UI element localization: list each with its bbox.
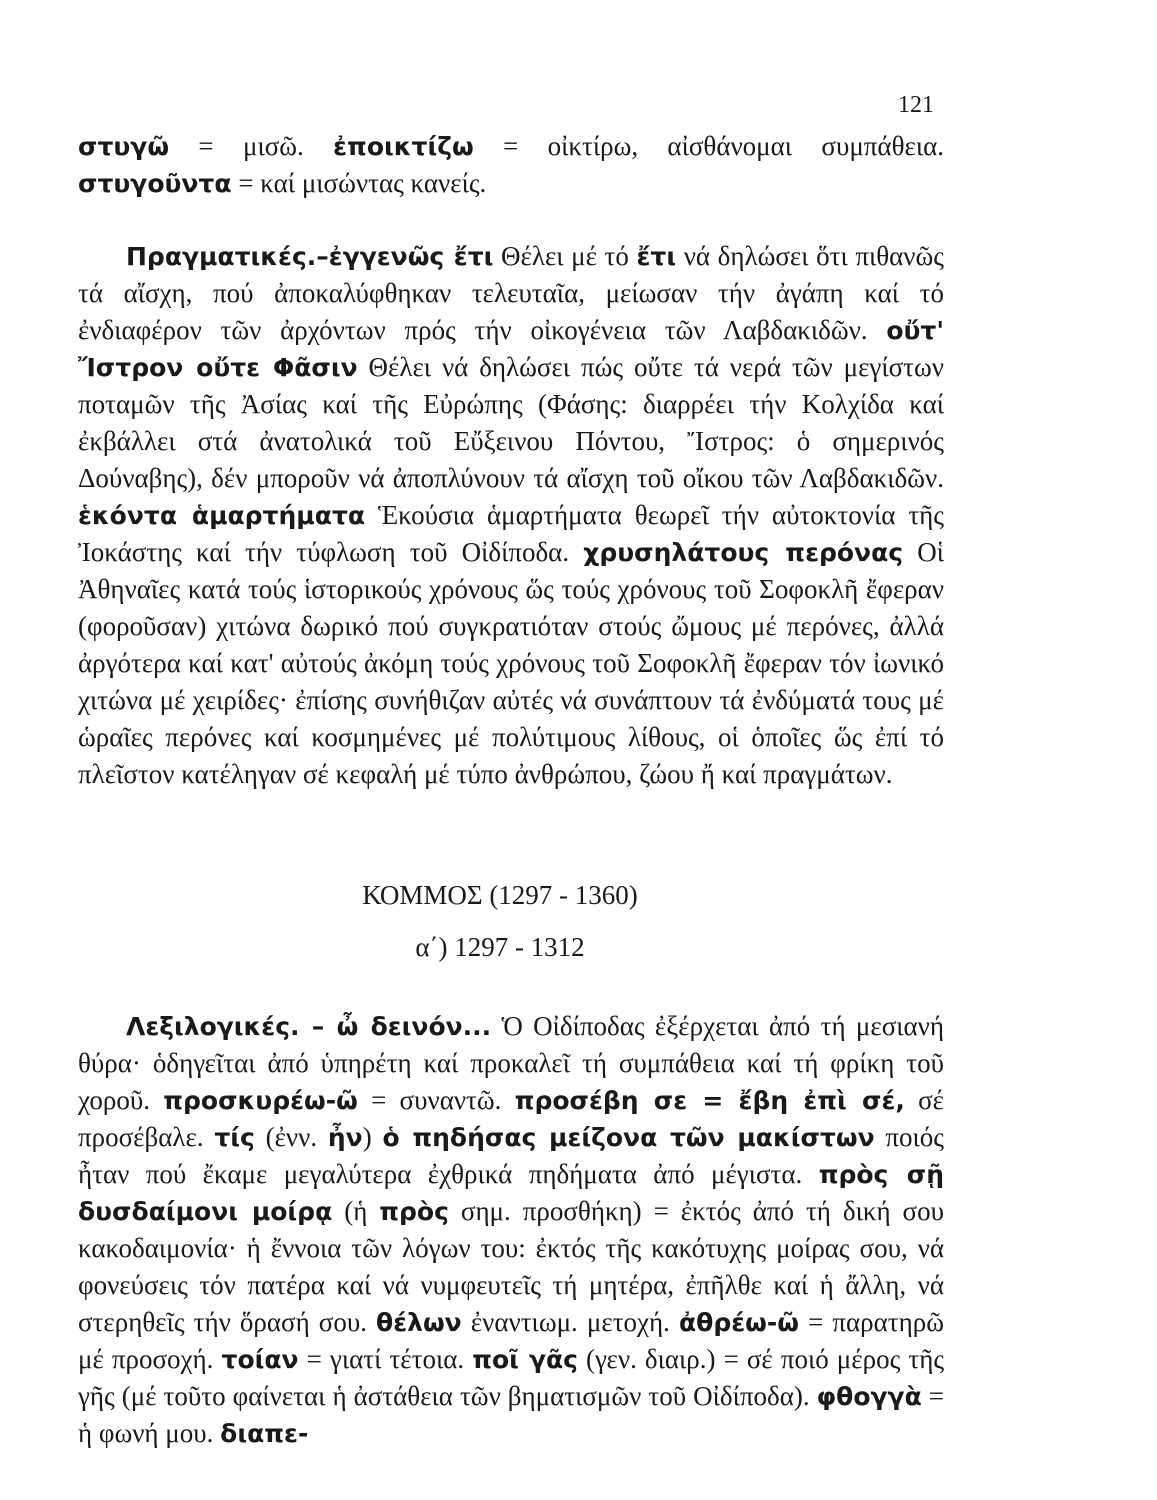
subsection-heading: α΄) 1297 - 1312 bbox=[415, 932, 585, 962]
gloss-text: ) bbox=[362, 1122, 383, 1152]
paragraph-glossary-1 bbox=[78, 128, 944, 202]
lemma-term: πρὸς σῇ δυσδαίμονι μοίρᾳ bbox=[78, 1160, 944, 1226]
gloss-text: (γεν. διαιρ.) = σέ ποιό μέρος τῆς γῆς (μέ τοῦτο φαίνεται ἡ ἀστάθεια τῶν βηματισμῶν τοῦ Οἰδίποδα). bbox=[78, 1344, 945, 1411]
lemma-term: τίς bbox=[214, 1123, 255, 1152]
gloss-text: (ἐνν. bbox=[254, 1122, 328, 1152]
lemma-term: προσκυρέω-ῶ bbox=[163, 1086, 358, 1115]
lemma-term: ἑκόντα ἁμαρτήματα bbox=[78, 501, 366, 530]
gloss-text: = συναντῶ. bbox=[357, 1085, 515, 1115]
lemma-term: φθογγὰ bbox=[816, 1382, 922, 1411]
lemma-term: τοίαν bbox=[221, 1345, 299, 1374]
page-number: 121 bbox=[898, 92, 934, 118]
lemma-term: οὔτ' Ἴστρον οὔτε Φᾶσιν bbox=[78, 316, 944, 382]
lemma-term: ἔτι bbox=[636, 242, 677, 271]
gloss-text: = καί μισώντας κανείς. bbox=[231, 168, 487, 198]
lemma-term: χρυσηλάτους περόνας bbox=[583, 538, 904, 567]
gloss-text: ποιός ἦταν πού ἔκαμε μεγαλύτερα ἐχθρικά πηδήματα ἀπό μέγιστα. bbox=[78, 1122, 945, 1189]
gloss-text: = ἡ φωνή μου. bbox=[78, 1381, 944, 1448]
gloss-text: Ὁ Οἰδίποδας ἐξέρχεται ἀπό τή μεσιανή θύρα· ὁδηγεῖται ἀπό ὑπηρέτη καί προκαλεῖ τή συμπάθεια καί τή φρίκη τοῦ χοροῦ. bbox=[78, 1011, 945, 1115]
paragraph-pragmatikes bbox=[78, 238, 944, 793]
lemma-term: ἦν bbox=[327, 1123, 363, 1152]
section-heading-kommos: ΚΟΜΜΟΣ (1297 - 1360) bbox=[362, 880, 638, 910]
gloss-text: σέ προσέβαλε. bbox=[78, 1085, 944, 1152]
lemma-term: στυγῶ bbox=[78, 132, 170, 161]
gloss-text: ἐναντιωμ. μετοχή. bbox=[461, 1307, 679, 1337]
gloss-text: σημ. προσθήκη) = ἐκτός ἀπό τή δική σου κακοδαιμονία· ἡ ἔννοια τῶν λόγων του: ἐκτός τῆς κακότυχης μοίρας σου, νά φονεύσεις τόν πατέρα καί νά νυμφευτεῖς τή μητέρα, ἐπῆλθε καί ἡ ἄλλη, νά στερηθεῖς τήν ὅρασή σου. bbox=[78, 1196, 944, 1337]
gloss-text: = παρατηρῶ μέ προσοχή. bbox=[78, 1307, 945, 1374]
lemma-term: ἀθρέω-ῶ bbox=[679, 1308, 799, 1337]
lemma-term: ἐποικτίζω bbox=[333, 132, 474, 161]
gloss-text: = γιατί τέτοια. bbox=[298, 1344, 473, 1374]
gloss-text: Θέλει μέ τό bbox=[493, 241, 637, 271]
lemma-term: διαπε- bbox=[220, 1419, 309, 1448]
lemma-term: Πραγματικές.–ἐγγενῶς ἔτι bbox=[126, 242, 494, 271]
lemma-term: ὁ πηδήσας μείζονα τῶν μακίστων bbox=[382, 1123, 875, 1152]
paragraph-lexilogikes bbox=[78, 1008, 944, 1452]
lemma-term: Λεξιλογικές. – ὦ δεινόν... bbox=[126, 1012, 492, 1041]
gloss-text: (ἡ bbox=[332, 1196, 380, 1226]
lemma-term: θέλων bbox=[376, 1308, 462, 1337]
gloss-text: = οἰκτίρω, αἰσθάνομαι συμπάθεια. bbox=[473, 131, 945, 161]
lemma-term: πρὸς bbox=[379, 1197, 449, 1226]
gloss-text: Θέλει νά δηλώσει πώς οὔτε τά νερά τῶν μεγίστων ποταμῶν τῆς Ἀσίας καί τῆς Εὐρώπης (Φάσης: διαρρέει τήν Κολχίδα καί ἐκβάλλει στά ἀνατολικά τοῦ Εὔξεινου Πόντου, Ἴστρος: ὁ σημερινός Δούναβης), δέν μποροῦν νά ἀποπλύνουν τά αἴσχη τοῦ οἴκου τῶν Λαβδακιδῶν. bbox=[78, 352, 944, 493]
lemma-term: προσέβη σε = ἔβη ἐπὶ σέ, bbox=[514, 1086, 905, 1115]
gloss-text: Ἑκούσια ἁμαρτήματα θεωρεῖ τήν αὐτοκτονία τῆς Ἰοκάστης καί τήν τύφλωση τοῦ Οἰδίποδα. bbox=[78, 500, 944, 567]
lemma-term: στυγοῦντα bbox=[78, 169, 232, 198]
gloss-text: νά δηλώσει ὅτι πιθανῶς τά αἴσχη, πού ἀποκαλύφθηκαν τελευταῖα, μείωσαν τήν ἀγάπη καί τό ἐνδιαφέρον τῶν ἀρχόντων πρός τήν οἰκογένεια τῶν Λαβδακιδῶν. bbox=[78, 241, 944, 345]
gloss-text: = μισῶ. bbox=[169, 131, 334, 161]
lemma-term: ποῖ γᾶς bbox=[472, 1345, 578, 1374]
gloss-text: Οἱ Ἀθηναῖες κατά τούς ἱστορικούς χρόνους ὥς τούς χρόνους τοῦ Σοφοκλῆ ἔφεραν (φοροῦσαν) χιτώνα δωρικό πού συγκρατιόταν στούς ὤμους μέ περόνες, ἀλλά ἀργότερα καί κατ' αὐτούς ἀκόμη τούς χρόνους τοῦ Σοφοκλῆ ἔφεραν τόν ἰωνικό χιτώνα μέ χειρίδες· ἐπίσης συνήθιζαν αὐτές νά συνάπτουν τά ἐνδύματά τους μέ ὡραῖες περόνες καί κοσμημένες μέ πολύτιμους λίθους, οἱ ὁποῖες ὥς ἐπί τό πλεῖστον κατέληγαν σέ κεφαλή μέ τύπο ἀνθρώπου, ζώου ἤ καί πραγμάτων. bbox=[78, 537, 944, 789]
